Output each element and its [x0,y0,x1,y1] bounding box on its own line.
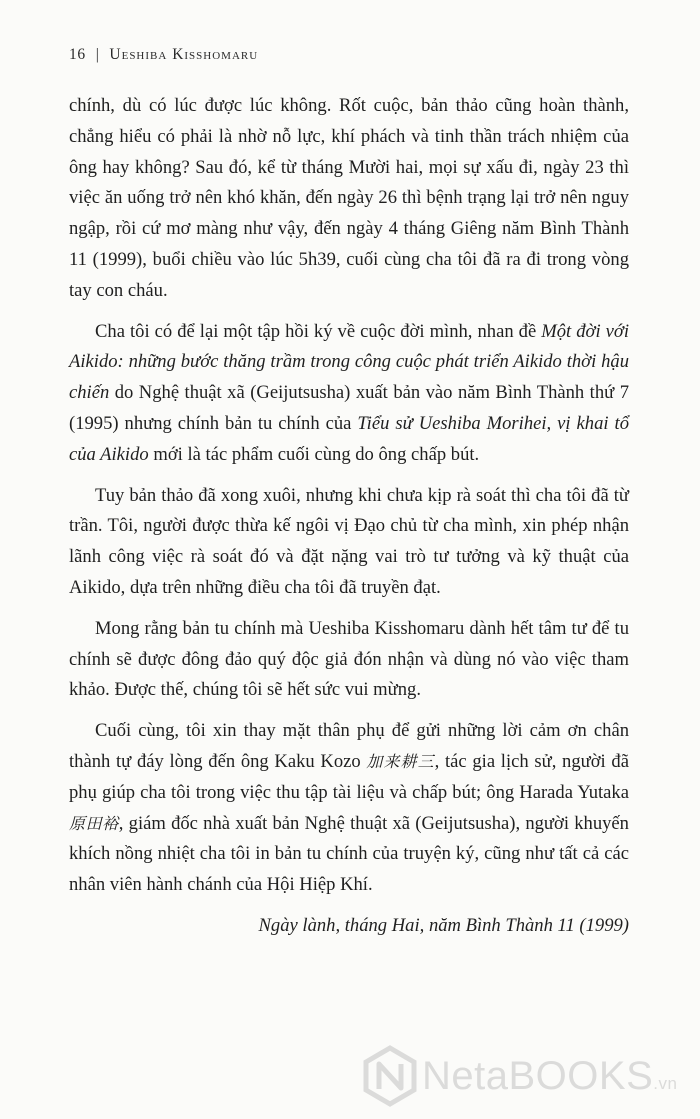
n-hexagon-logo-icon [362,1045,418,1107]
text-run: Cha tôi có để lại một tập hồi ký về cuộc đời mình, nhan đề [95,320,542,342]
watermark-brand [422,1054,677,1099]
header-author: Ueshiba Kisshomaru [109,46,259,63]
paragraph-2 [69,317,629,471]
japanese-name: 原田裕 [69,813,119,833]
paragraph-1 [69,91,629,307]
text-run: mới là tác phẩm cuối cùng do ông chấp bút. [148,443,480,465]
japanese-name: 加来耕三 [366,751,435,771]
paragraph-4 [69,614,629,706]
watermark-brand-name: NetaBOOKS [422,1053,654,1098]
text-run: Cuối cùng, tôi xin thay mặt thân phụ để gửi những lời cảm ơn chân thành tự đáy lòng đến ông Kaku Kozo [69,720,629,772]
running-head [69,46,258,64]
text-run: do Nghệ thuật xã (Geijutsusha) xuất bản vào năm Bình Thành thứ 7 (1995) nhưng chính bản tu chính của [69,382,629,434]
text-run: , tác gia lịch sử, người đã phụ giúp cha tôi trong việc thu tập tài liệu và chấp bút; ông Harada Yutaka [69,750,629,803]
watermark-suffix: .vn [653,1073,678,1093]
header-separator: | [95,46,100,63]
italic-title: Tiểu sử Ueshiba Morihei, vị khai tổ của Aikido [69,412,630,465]
paragraph-5 [69,716,629,901]
text-run: Mong rằng bản tu chính mà Ueshiba Kisshomaru dành hết tâm tư để tu chính sẽ được đông đảo quý độc giả đón nhận và dùng nó vào việc tham khảo. Được thế, chúng tôi sẽ hết sức vui mừng. [69,617,629,701]
watermark [362,1042,677,1110]
text-run: , giám đốc nhà xuất bản Nghệ thuật xã (Geijutsusha), người khuyến khích nồng nhiệt cha tôi in bản tu chính của truyện ký, cũng như tất cả các nhân viên hành chánh của Hội Hiệp Khí. [69,812,629,896]
paragraph-3 [69,481,629,604]
text-run: Tuy bản thảo đã xong xuôi, nhưng khi chưa kịp rà soát thì cha tôi đã từ trần. Tôi, người được thừa kế ngôi vị Đạo chủ từ cha mình, xin phép nhận lãnh công việc rà soát đó và đặt nặng vai trò tư tưởng và kỹ thuật của Aikido, dựa trên những điều cha tôi đã truyền đạt. [69,484,629,598]
body-text [69,91,629,952]
page-number: 16 [69,46,86,63]
italic-title: Một đời với Aikido: những bước thăng trầm trong công cuộc phát triển Aikido thời hậu chiến [69,320,629,404]
signature-line: Ngày lành, tháng Hai, năm Bình Thành 11 (1999) [258,914,629,936]
text-run: chính, dù có lúc được lúc không. Rốt cuộc, bản thảo cũng hoàn thành, chẳng hiểu có phải là nhờ nỗ lực, khí phách và tinh thần trách nhiệm của ông hay không? Sau đó, kể từ tháng Mười hai, mọi sự xấu đi, ngày 23 thì việc ăn uống trở nên khó khăn, đến ngày 26 thì bệnh trạng lại trở nên nguy ngập, rồi cứ mơ màng như vậy, đến ngày 4 tháng Giêng năm Bình Thành 11 (1999), buổi chiều vào lúc 5h39, cuối cùng cha tôi đã ra đi trong vòng tay con cháu. [69,95,629,301]
